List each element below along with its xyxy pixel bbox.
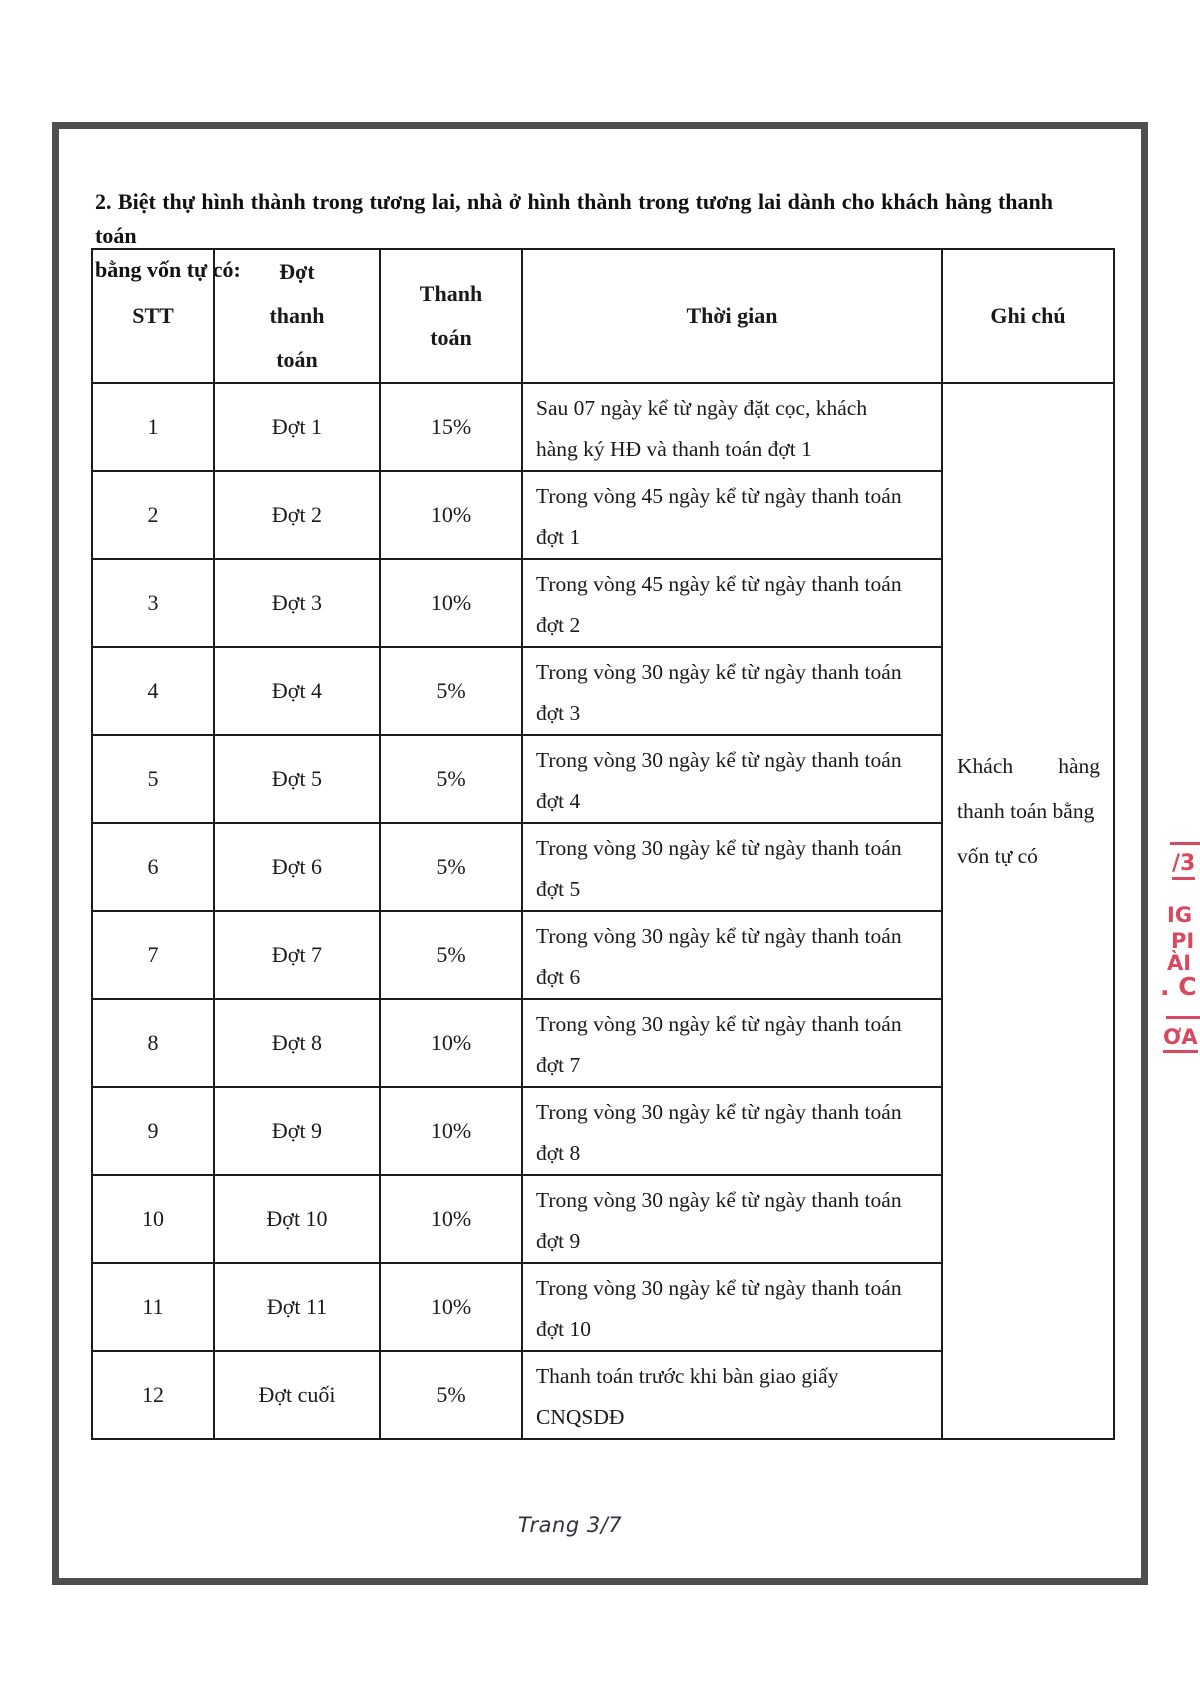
thoi-gian-line: đợt 4 bbox=[536, 789, 581, 813]
cell-dot-thanh-toan: Đợt 11 bbox=[214, 1263, 380, 1351]
cell-percent: 10% bbox=[380, 559, 522, 647]
page-number: Trang 3/7 bbox=[517, 1513, 623, 1537]
cell-percent: 10% bbox=[380, 999, 522, 1087]
cell-percent: 5% bbox=[380, 735, 522, 823]
cell-thoi-gian bbox=[522, 1351, 942, 1439]
cell-thoi-gian bbox=[522, 823, 942, 911]
cell-thoi-gian bbox=[522, 911, 942, 999]
cell-percent: 10% bbox=[380, 1175, 522, 1263]
thoi-gian-line: Trong vòng 30 ngày kể từ ngày thanh toán bbox=[536, 924, 902, 948]
cell-stt: 12 bbox=[92, 1351, 214, 1439]
cell-stt: 1 bbox=[92, 383, 214, 471]
cell-dot-thanh-toan: Đợt 6 bbox=[214, 823, 380, 911]
cell-ghi-chu bbox=[942, 383, 1114, 1439]
thoi-gian-line: đợt 5 bbox=[536, 877, 581, 901]
cell-dot-thanh-toan: Đợt 5 bbox=[214, 735, 380, 823]
cell-dot-thanh-toan: Đợt 7 bbox=[214, 911, 380, 999]
stamp-fragment: ƠA bbox=[1163, 1025, 1198, 1053]
ghi-chu-line bbox=[957, 744, 1100, 789]
table-header-row bbox=[92, 249, 1114, 383]
stamp-line-fragment bbox=[1170, 842, 1200, 845]
cell-thoi-gian bbox=[522, 647, 942, 735]
stamp-fragment: /3 bbox=[1172, 851, 1195, 880]
thoi-gian-line: đợt 3 bbox=[536, 701, 581, 725]
thoi-gian-line: Trong vòng 30 ngày kể từ ngày thanh toán bbox=[536, 660, 902, 684]
cell-thoi-gian bbox=[522, 383, 942, 471]
ghi-chu-line: vốn tự có bbox=[957, 844, 1038, 868]
thoi-gian-line: hàng ký HĐ và thanh toán đợt 1 bbox=[536, 437, 812, 461]
thoi-gian-line: Trong vòng 30 ngày kể từ ngày thanh toán bbox=[536, 1188, 902, 1212]
cell-thoi-gian bbox=[522, 1087, 942, 1175]
cell-dot-thanh-toan: Đợt 4 bbox=[214, 647, 380, 735]
thoi-gian-line: Trong vòng 30 ngày kể từ ngày thanh toán bbox=[536, 836, 902, 860]
thoi-gian-line: đợt 10 bbox=[536, 1317, 591, 1341]
thoi-gian-line: CNQSDĐ bbox=[536, 1405, 625, 1429]
thoi-gian-line: Trong vòng 30 ngày kể từ ngày thanh toán bbox=[536, 1100, 902, 1124]
thoi-gian-line: Trong vòng 30 ngày kể từ ngày thanh toán bbox=[536, 1012, 902, 1036]
cell-dot-thanh-toan: Đợt cuối bbox=[214, 1351, 380, 1439]
header-thoi-gian: Thời gian bbox=[522, 249, 942, 383]
cell-percent: 10% bbox=[380, 1263, 522, 1351]
cell-stt: 7 bbox=[92, 911, 214, 999]
stamp-fragment: ÀI bbox=[1167, 951, 1192, 975]
cell-stt: 3 bbox=[92, 559, 214, 647]
thoi-gian-line: đợt 7 bbox=[536, 1053, 581, 1077]
thoi-gian-line: Trong vòng 30 ngày kể từ ngày thanh toán bbox=[536, 1276, 902, 1300]
cell-stt: 8 bbox=[92, 999, 214, 1087]
cell-thoi-gian bbox=[522, 1263, 942, 1351]
thoi-gian-line: Trong vòng 45 ngày kể từ ngày thanh toán bbox=[536, 484, 902, 508]
cell-thoi-gian bbox=[522, 1175, 942, 1263]
stamp-fragment: . C bbox=[1160, 972, 1197, 1001]
cell-percent: 15% bbox=[380, 383, 522, 471]
thoi-gian-line: đợt 1 bbox=[536, 525, 581, 549]
cell-dot-thanh-toan: Đợt 8 bbox=[214, 999, 380, 1087]
cell-percent: 5% bbox=[380, 647, 522, 735]
ghi-chu-line: thanh toán bằng bbox=[957, 799, 1095, 823]
thoi-gian-line: đợt 9 bbox=[536, 1229, 581, 1253]
stamp-line-fragment bbox=[1166, 1016, 1200, 1019]
cell-dot-thanh-toan: Đợt 3 bbox=[214, 559, 380, 647]
cell-percent: 5% bbox=[380, 1351, 522, 1439]
cell-percent: 10% bbox=[380, 471, 522, 559]
header-thanh-toan: Thanh toán bbox=[380, 249, 522, 383]
table-row bbox=[92, 383, 1114, 471]
payment-schedule-table bbox=[91, 248, 1115, 1440]
cell-percent: 5% bbox=[380, 823, 522, 911]
header-stt: STT bbox=[92, 249, 214, 383]
header-dot-thanh-toan: Đợt thanh toán bbox=[214, 249, 380, 383]
cell-stt: 9 bbox=[92, 1087, 214, 1175]
cell-stt: 4 bbox=[92, 647, 214, 735]
header-ghi-chu: Ghi chú bbox=[942, 249, 1114, 383]
thoi-gian-line: đợt 2 bbox=[536, 613, 581, 637]
cell-thoi-gian bbox=[522, 999, 942, 1087]
stamp-fragment: IG bbox=[1167, 903, 1193, 927]
cell-dot-thanh-toan: Đợt 10 bbox=[214, 1175, 380, 1263]
cell-percent: 10% bbox=[380, 1087, 522, 1175]
cell-stt: 11 bbox=[92, 1263, 214, 1351]
cell-stt: 6 bbox=[92, 823, 214, 911]
ghi-chu-word: Khách bbox=[957, 754, 1014, 778]
stamp-fragment: PI bbox=[1171, 929, 1195, 953]
cell-dot-thanh-toan: Đợt 1 bbox=[214, 383, 380, 471]
cell-percent: 5% bbox=[380, 911, 522, 999]
cell-stt: 10 bbox=[92, 1175, 214, 1263]
thoi-gian-line: đợt 8 bbox=[536, 1141, 581, 1165]
section-title-line2: bằng vốn tự có: bbox=[95, 257, 241, 282]
cell-dot-thanh-toan: Đợt 9 bbox=[214, 1087, 380, 1175]
cell-thoi-gian bbox=[522, 559, 942, 647]
cell-stt: 2 bbox=[92, 471, 214, 559]
ghi-chu-word: hàng bbox=[1058, 754, 1100, 778]
cell-thoi-gian bbox=[522, 471, 942, 559]
thoi-gian-line: đợt 6 bbox=[536, 965, 581, 989]
cell-stt: 5 bbox=[92, 735, 214, 823]
thoi-gian-line: Sau 07 ngày kể từ ngày đặt cọc, khách bbox=[536, 396, 868, 420]
page-border-frame bbox=[52, 122, 1148, 1585]
thoi-gian-line: Trong vòng 30 ngày kể từ ngày thanh toán bbox=[536, 748, 902, 772]
section-title-line1: 2. Biệt thự hình thành trong tương lai, nhà ở hình thành trong tương lai dành cho khách hàng thanh toán bbox=[95, 189, 1053, 248]
cell-dot-thanh-toan: Đợt 2 bbox=[214, 471, 380, 559]
thoi-gian-line: Trong vòng 45 ngày kể từ ngày thanh toán bbox=[536, 572, 902, 596]
cell-thoi-gian bbox=[522, 735, 942, 823]
thoi-gian-line: Thanh toán trước khi bàn giao giấy bbox=[536, 1364, 839, 1388]
